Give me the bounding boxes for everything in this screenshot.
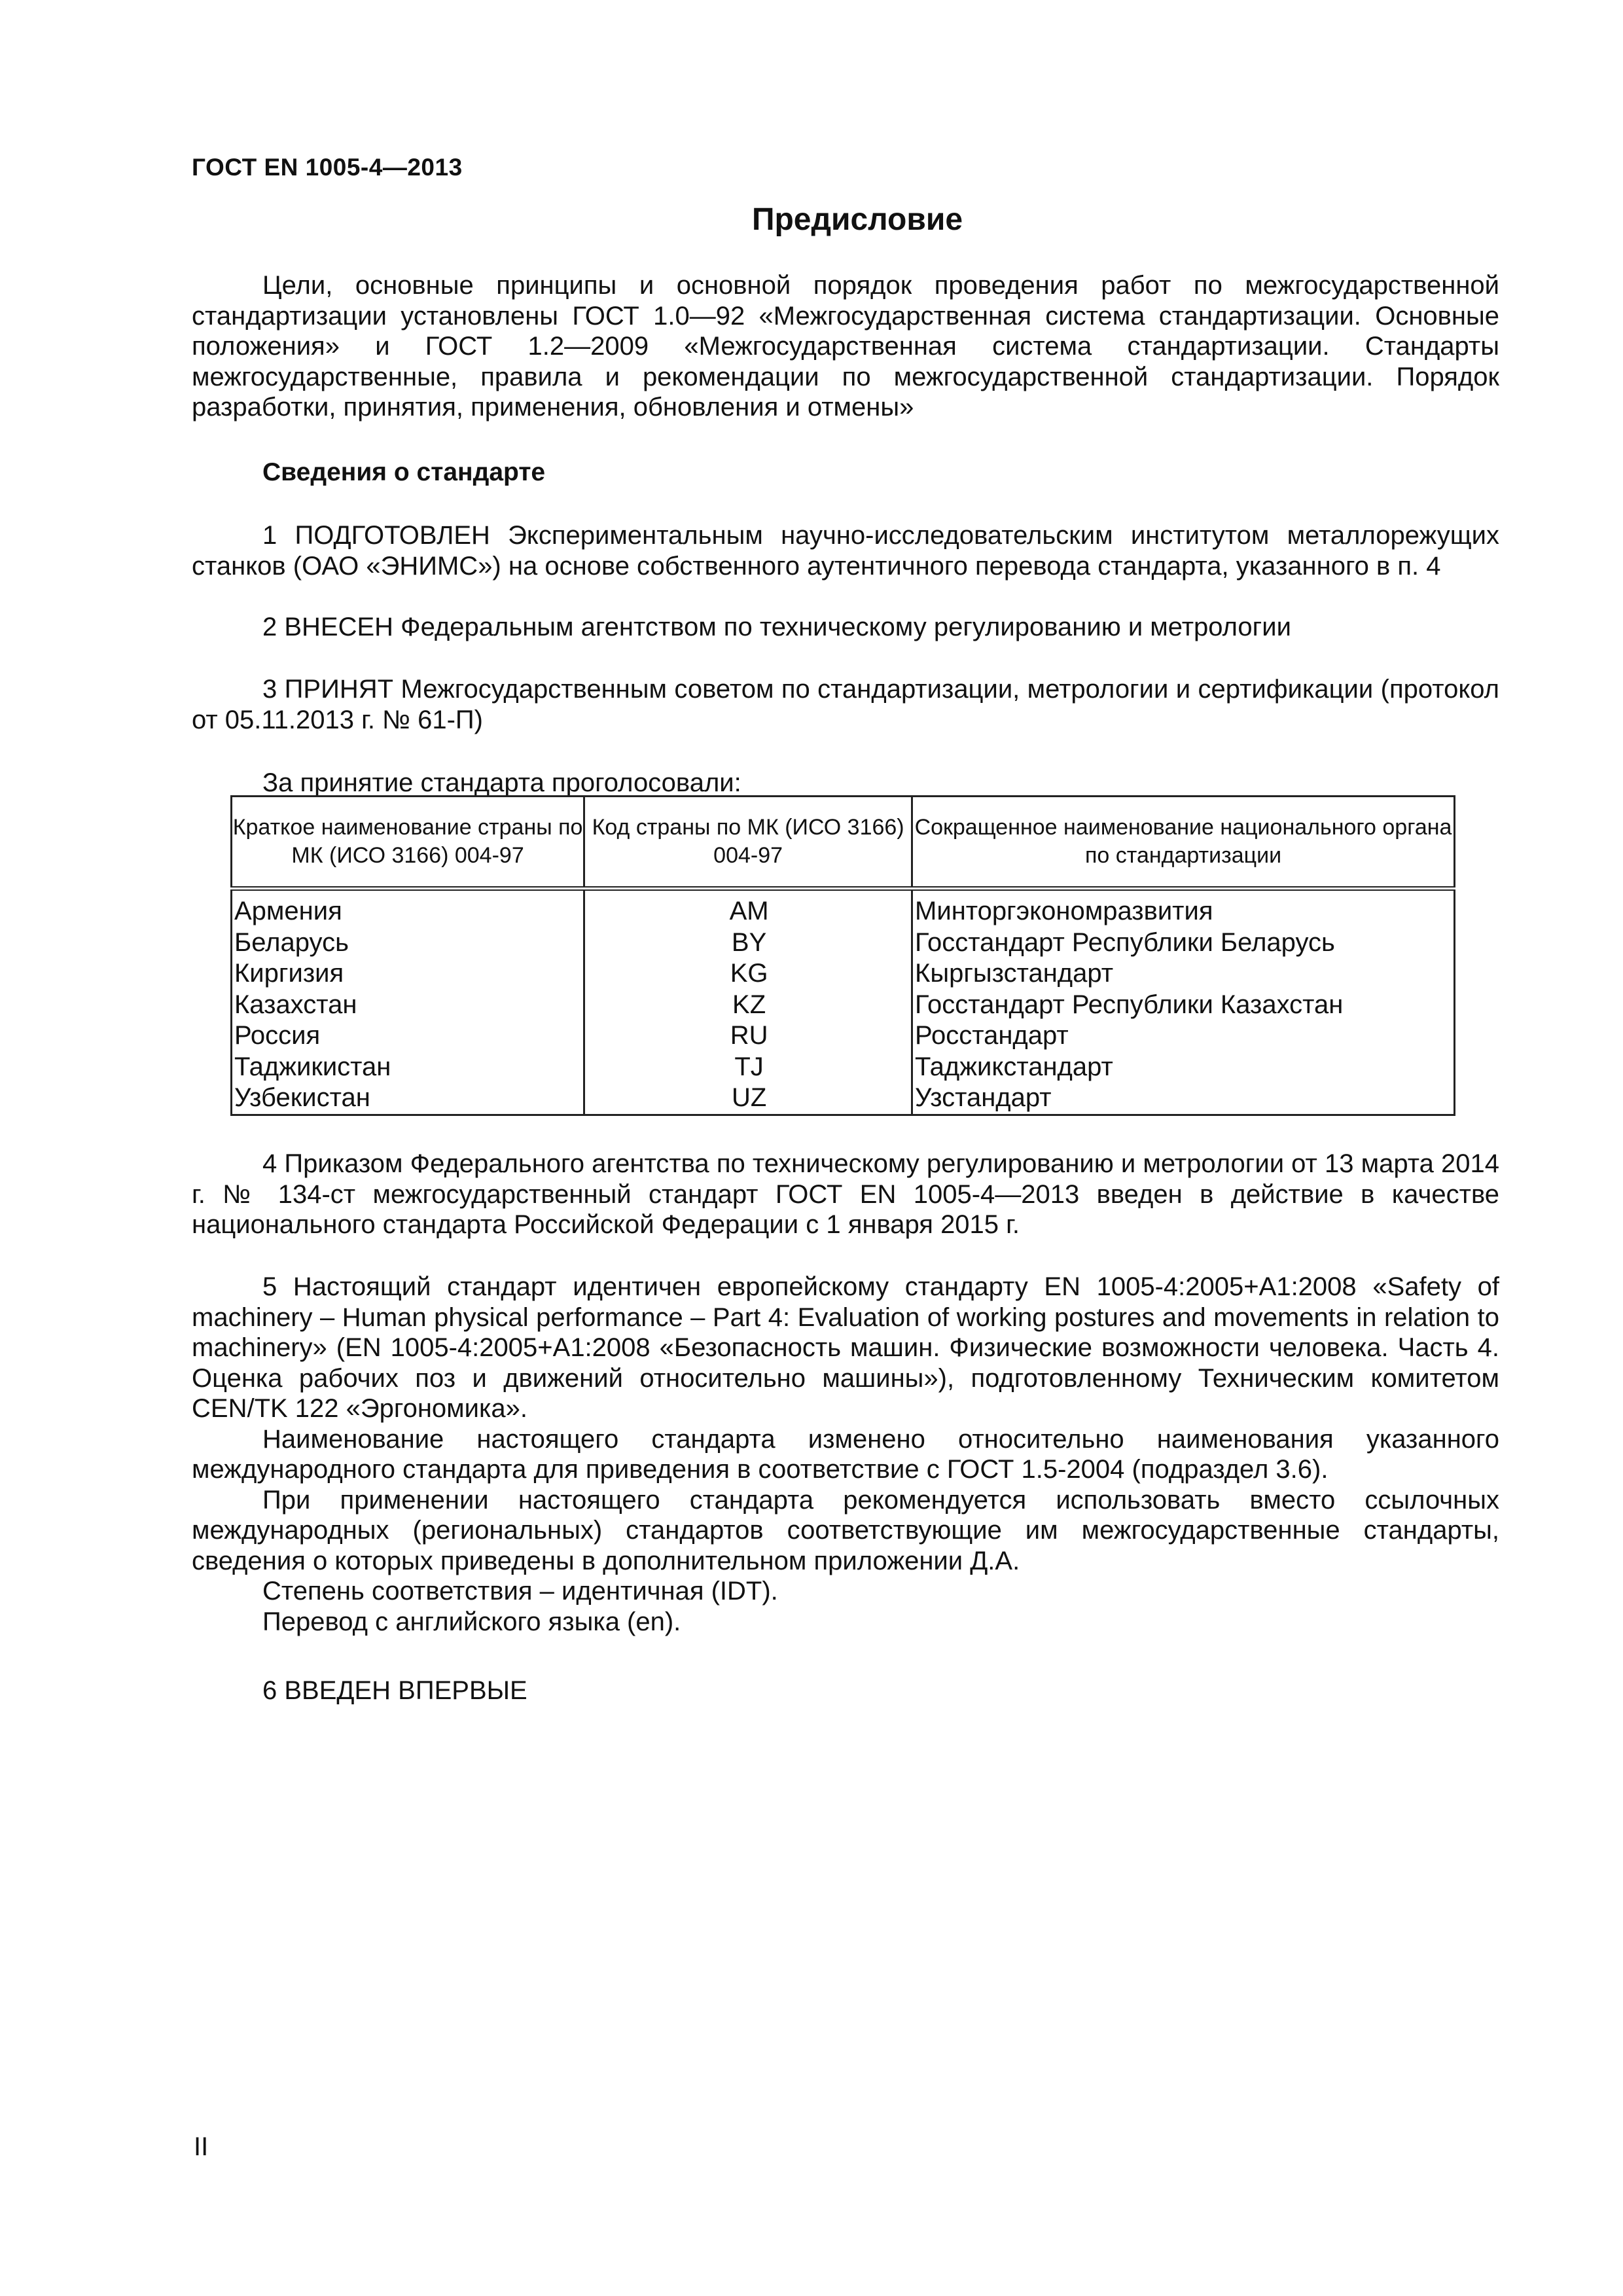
table-row	[232, 1052, 1455, 1083]
country-code: BY	[584, 927, 912, 959]
table-row	[232, 958, 1455, 990]
item-1	[192, 520, 1499, 581]
item-3	[192, 674, 1499, 735]
document-header: ГОСТ EN 1005-4—2013	[192, 154, 463, 181]
item-6-text: 6 ВВЕДЕН ВПЕРВЫЕ	[262, 1676, 527, 1705]
item-5-text: 5 Настоящий стандарт идентичен европейскому стандарту EN 1005-4:2005+A1:2008 «Safety of machinery – Human physical performance – Part 4: Evaluation of working postures and movements in relation to machinery» (EN 1005-4:2005+A1:2008 «Безопасность машин. Физические возможности человека. Часть 4. Оценка рабочих поз и движений относительно машины»), подготовленному Техническим комитетом CEN/TK 122 «Эргономика».	[192, 1272, 1499, 1423]
item-2-text: 2 ВНЕСЕН Федеральным агентством по техническому регулированию и метрологии	[262, 613, 1291, 641]
standards-body: Росстандарт	[912, 1020, 1455, 1052]
country-code: AM	[584, 889, 912, 927]
country-code: UZ	[584, 1083, 912, 1115]
table-row	[232, 990, 1455, 1021]
country-name: Киргизия	[232, 958, 584, 990]
header-standards-body: Сокращенное наименование национального органа по стандартизации	[912, 797, 1455, 889]
table-row	[232, 889, 1455, 927]
item-5-name-note: Наименование настоящего стандарта изменено относительно наименования указанного международного стандарта для приведения в соответствие с ГОСТ 1.5-2004 (подраздел 3.6).	[192, 1424, 1499, 1484]
table-row	[232, 1083, 1455, 1115]
item-5-references-note: При применении настоящего стандарта рекомендуется использовать вместо ссылочных международных (региональных) стандартов соответствующие им межгосударственные стандарты, сведения о которых приведены в дополнительном приложении Д.А.	[192, 1485, 1499, 1575]
standards-body: Узстандарт	[912, 1083, 1455, 1115]
country-name: Беларусь	[232, 927, 584, 959]
country-code: KZ	[584, 990, 912, 1021]
header-country-code: Код страны по МК (ИСО 3166) 004-97	[584, 797, 912, 889]
standards-body: Госстандарт Республики Беларусь	[912, 927, 1455, 959]
item-2	[192, 612, 1499, 643]
item-4	[192, 1149, 1499, 1240]
standards-body: Кыргызстандарт	[912, 958, 1455, 990]
page-number: II	[194, 2132, 209, 2161]
voting-table	[230, 795, 1455, 1116]
country-name: Узбекистан	[232, 1083, 584, 1115]
table-row	[232, 1020, 1455, 1052]
country-name: Казахстан	[232, 990, 584, 1021]
item-1-text: 1 ПОДГОТОВЛЕН Экспериментальным научно-исследовательским институтом металлорежущих станков (ОАО «ЭНИМС») на основе собственного аутентичного перевода стандарта, указанного в п. 4	[192, 521, 1499, 581]
standards-body: Госстандарт Республики Казахстан	[912, 990, 1455, 1021]
item-5-degree: Степень соответствия – идентичная (IDT).	[262, 1577, 778, 1605]
country-name: Таджикистан	[232, 1052, 584, 1083]
intro-paragraph	[192, 270, 1499, 423]
table-header-row	[232, 797, 1455, 889]
standards-body: Минторгэкономразвития	[912, 889, 1455, 927]
item-6	[192, 1676, 1499, 1706]
item-3-text: 3 ПРИНЯТ Межгосударственным советом по стандартизации, метрологии и сертификации (протокол от 05.11.2013 г. № 61-П)	[192, 675, 1499, 734]
country-name: Армения	[232, 889, 584, 927]
page-title: Предисловие	[751, 202, 963, 237]
table-row	[232, 927, 1455, 959]
country-code: KG	[584, 958, 912, 990]
item-4-text: 4 Приказом Федерального агентства по техническому регулированию и метрологии от 13 марта 2014 г. № 134-ст межгосударственный стандарт ГОСТ EN 1005-4—2013 введен в действие в качестве национального стандарта Российской Федерации с 1 января 2015 г.	[192, 1149, 1499, 1239]
subheading: Сведения о стандарте	[262, 458, 546, 486]
item-5	[192, 1272, 1499, 1637]
country-name: Россия	[232, 1020, 584, 1052]
table-caption: За принятие стандарта проголосовали:	[262, 768, 741, 797]
country-code: TJ	[584, 1052, 912, 1083]
country-code: RU	[584, 1020, 912, 1052]
item-5-translation: Перевод с английского языка (en).	[262, 1607, 681, 1636]
standards-body: Таджикстандарт	[912, 1052, 1455, 1083]
intro-text: Цели, основные принципы и основной порядок проведения работ по межгосударственной стандартизации установлены ГОСТ 1.0—92 «Межгосударственная система стандартизации. Основные положения» и ГОСТ 1.2—2009 «Межгосударственная система стандартизации. Стандарты межгосударственные, правила и рекомендации по межгосударственной стандартизации. Порядок разработки, принятия, применения, обновления и отмены»	[192, 271, 1499, 422]
header-country-name: Краткое наименование страны по МК (ИСО 3166) 004-97	[232, 797, 584, 889]
